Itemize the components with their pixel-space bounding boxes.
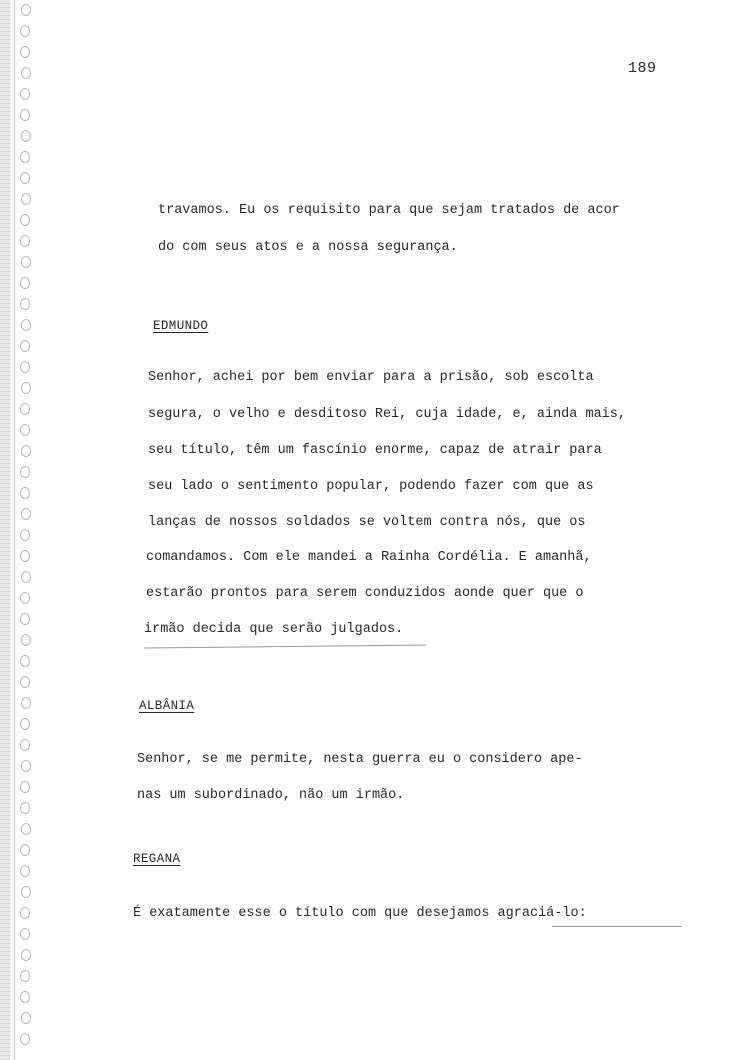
punch-hole — [20, 214, 30, 226]
text-line: É exatamente esse o título com que desejamos agraciá-lo: — [133, 906, 587, 921]
punch-hole — [20, 88, 30, 100]
punch-hole — [20, 928, 30, 940]
punch-hole — [20, 907, 30, 919]
punch-hole — [21, 508, 31, 520]
punch-hole — [21, 823, 31, 835]
text-line: do com seus atos e a nossa segurança. — [158, 240, 458, 255]
punch-hole — [21, 697, 31, 709]
speaker-name: REGANA — [133, 852, 181, 866]
binding-edge-line — [14, 0, 15, 1060]
punch-hole — [21, 949, 31, 961]
punch-hole — [21, 382, 31, 394]
underline-scribble — [144, 645, 426, 649]
punch-hole — [20, 781, 30, 793]
punch-hole — [20, 172, 30, 184]
punch-hole — [21, 130, 31, 142]
text-line: travamos. Eu os requisito para que sejam tratados de acor — [158, 203, 620, 218]
text-line: comandamos. Com ele mandei a Rainha Cordélia. E amanhã, — [146, 550, 592, 565]
punch-hole — [20, 529, 30, 541]
punch-hole — [20, 466, 30, 478]
punch-hole — [20, 844, 30, 856]
punch-hole — [21, 4, 31, 16]
punch-hole — [20, 655, 30, 667]
punch-hole — [20, 739, 30, 751]
punch-hole — [20, 550, 30, 562]
punch-hole — [20, 361, 30, 373]
punch-hole — [20, 676, 30, 688]
underline-scribble — [552, 926, 682, 927]
text-line: segura, o velho e desditoso Rei, cuja idade, e, ainda mais, — [148, 407, 626, 422]
punch-hole — [21, 886, 31, 898]
punch-hole — [20, 970, 30, 982]
punch-hole — [21, 319, 31, 331]
page-number: 189 — [628, 60, 657, 77]
punch-hole — [20, 298, 30, 310]
text-line: nas um subordinado, não um irmão. — [137, 788, 405, 803]
punch-hole — [20, 424, 30, 436]
text-line: seu lado o sentimento popular, podendo fazer com que as — [148, 479, 594, 494]
punch-hole — [21, 634, 31, 646]
punch-hole — [20, 277, 30, 289]
punch-hole — [20, 865, 30, 877]
text-line: irmão decida que serão julgados. — [144, 622, 404, 637]
binding-edge — [0, 0, 10, 1060]
text-line: seu título, têm um fascínio enorme, capaz de atrair para — [148, 443, 602, 458]
punch-hole — [20, 718, 30, 730]
text-line: estarão prontos para serem conduzidos aonde quer que o — [146, 586, 584, 601]
punch-hole — [20, 403, 30, 415]
punch-hole — [20, 340, 30, 352]
punch-hole — [20, 1033, 30, 1045]
punch-hole — [21, 571, 31, 583]
speaker-name: EDMUNDO — [153, 319, 209, 333]
punch-hole — [21, 445, 31, 457]
punch-hole — [20, 25, 30, 37]
punch-hole — [21, 1012, 31, 1024]
punch-hole — [20, 613, 30, 625]
punch-hole — [20, 802, 30, 814]
punch-hole — [20, 991, 30, 1003]
text-line: Senhor, se me permite, nesta guerra eu o considero ape- — [137, 752, 583, 767]
punch-hole — [21, 256, 31, 268]
text-line: Senhor, achei por bem enviar para a prisão, sob escolta — [148, 370, 594, 385]
punch-hole — [20, 487, 30, 499]
punch-hole — [21, 193, 31, 205]
speaker-name: ALBÂNIA — [139, 699, 195, 713]
text-line: lanças de nossos soldados se voltem contra nós, que os — [148, 515, 586, 530]
punch-hole — [20, 109, 30, 121]
punch-hole — [20, 151, 30, 163]
punch-hole — [21, 67, 31, 79]
punch-holes — [20, 0, 38, 1060]
punch-hole — [20, 592, 30, 604]
punch-hole — [20, 46, 30, 58]
punch-hole — [20, 235, 30, 247]
punch-hole — [21, 760, 31, 772]
